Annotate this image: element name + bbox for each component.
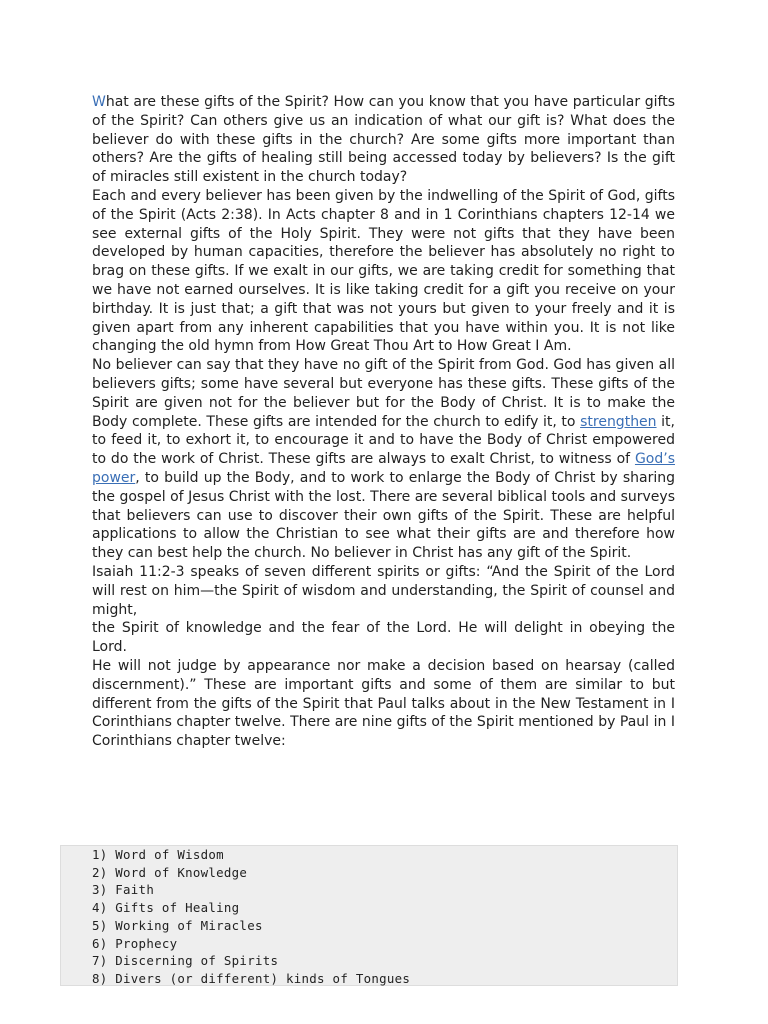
gods-power-link[interactable]: God’s power <box>92 451 675 486</box>
gift-item: 8) Divers (or different) kinds of Tongues <box>92 970 411 986</box>
gift-item: 1) Word of Wisdom <box>92 847 224 862</box>
paragraph-purpose-text-c: , to build up the Body, and to work to enlarge the Body of Christ by sharing the gospel of Jesus Christ with the lost. There are several biblical tools and surveys that believers can use to discover their own gifts of the Spirit. These are helpful applications to allow the Christian to see what their gifts are and therefore how they can best help the church. No believer in Christ has any gift of the Spirit. <box>92 469 675 562</box>
intro-text: hat are these gifts of the Spirit? How can you know that you have particular gifts of the Spirit? Can others give us an indication of what our gift is? What does the believer do with these gifts in the church? Are some gifts more important than others? Are the gifts of healing still being accessed today by believers? Is the gift of miracles still existent in the church today? <box>92 94 675 186</box>
paragraph-purpose-text-a: No believer can say that they have no gift of the Spirit from God. God has given all believers gifts; some have several but everyone has these gifts. These gifts of the Spirit are given not for the believer but for the Body of Christ. It is to make the Body complete. These gifts are intended for the church to edify it, to <box>92 357 675 430</box>
paragraph-purpose-text-b: it, to feed it, to exhort it, to encourage it and to have the Body of Christ empowered to do the work of Christ. These gifts are always to exalt Christ, to witness of <box>92 413 675 468</box>
gift-item: 3) Faith <box>92 882 155 898</box>
paragraph-isaiah <box>92 563 675 751</box>
gift-item: 7) Discerning of Spirits <box>92 953 279 969</box>
gifts-list <box>92 846 410 988</box>
intro-paragraph <box>92 93 675 187</box>
isaiah-line-3: He will not judge by appearance nor make a decision based on hearsay (called discernment).” These are important gifts and some of them are similar to but different from the gifts of the Spirit that Paul talks about in the New Testament in I Corinthians chapter twelve. There are nine gifts of the Spirit mentioned by Paul in I Corinthians chapter twelve: <box>92 657 675 750</box>
gift-item: 5) Working of Miracles <box>92 917 263 933</box>
isaiah-line-1: Isaiah 11:2-3 speaks of seven different spirits or gifts: “And the Spirit of the Lord will rest on him—the Spirit of wisdom and understanding, the Spirit of counsel and might, <box>92 563 675 618</box>
strengthen-link[interactable]: strengthen <box>580 413 657 430</box>
paragraph-indwelling: Each and every believer has been given by the indwelling of the Spirit of God, gifts of the Spirit (Acts 2:38). In Acts chapter 8 and in 1 Corinthians chapters 12-14 we see external gifts of the Holy Spirit. They were not gifts that they have been developed by human capacities, therefore the believer has absolutely no right to brag on these gifts. If we exalt in our gifts, we are taking credit for something that we have not earned ourselves. It is like taking credit for a gift you receive on your birthday. It is just that; a gift that was not yours but given to your freely and it is given apart from any inherent capabilities that you have within you. It is not like changing the old hymn from How Great Thou Art to How Great I Am. <box>92 187 675 355</box>
intro-first-letter: W <box>92 94 106 110</box>
isaiah-line-2: the Spirit of knowledge and the fear of the Lord. He will delight in obeying the Lord. <box>92 620 675 656</box>
gift-item: 6) Prophecy <box>92 935 178 951</box>
gift-item: 4) Gifts of Healing <box>92 900 240 916</box>
paragraph-purpose <box>92 356 675 563</box>
gift-item: 2) Word of Knowledge <box>92 864 248 880</box>
article-body <box>92 93 675 751</box>
